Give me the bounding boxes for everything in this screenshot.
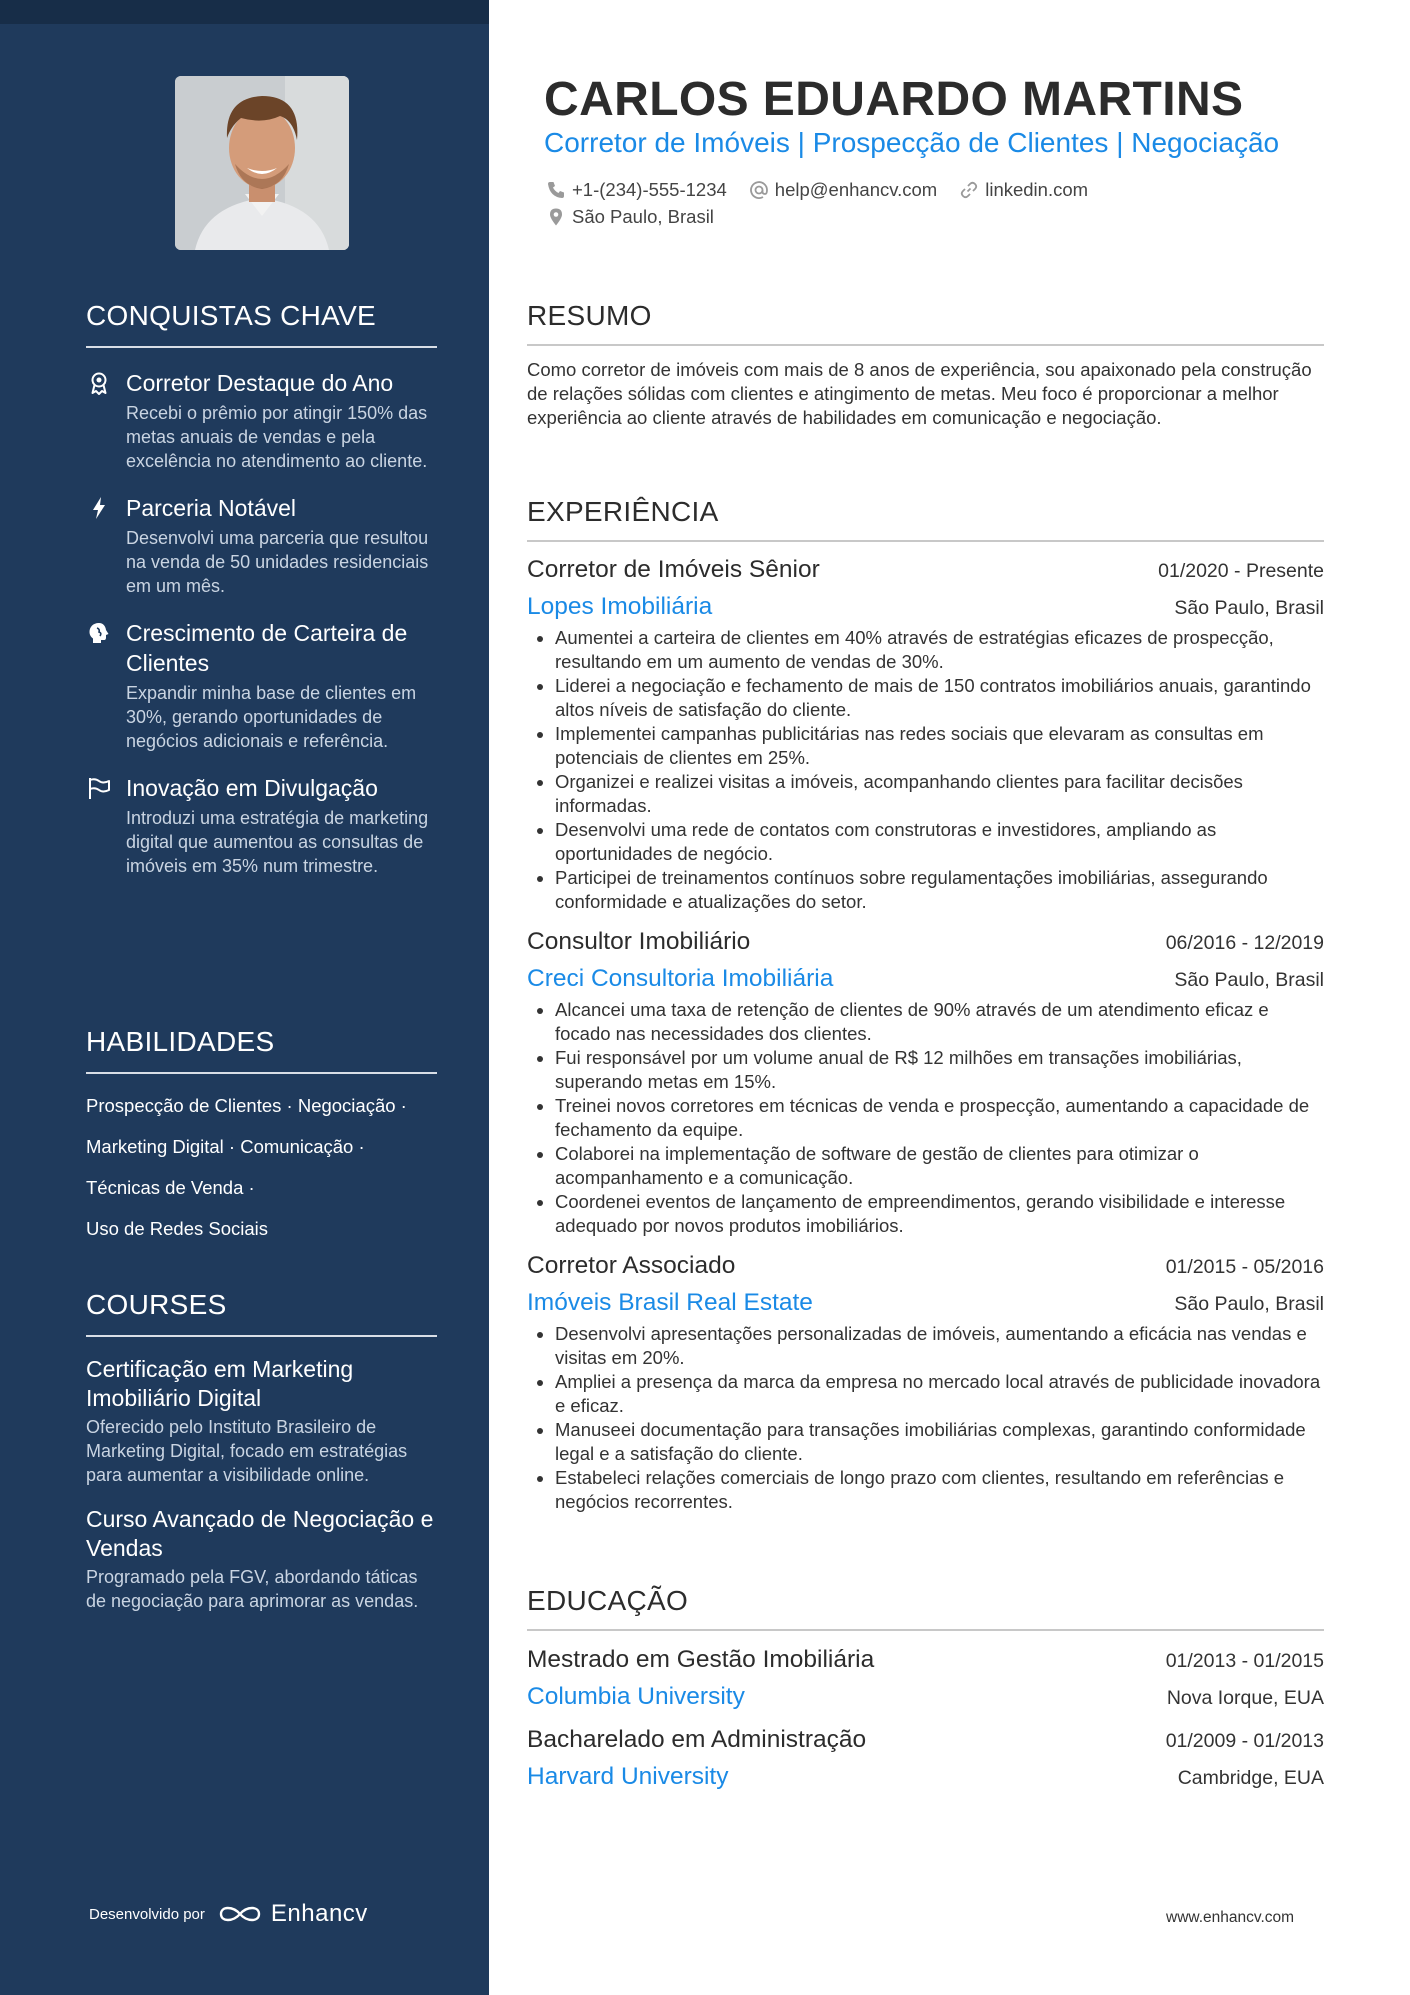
job-location: São Paulo, Brasil <box>1174 1293 1324 1315</box>
job-dates: 06/2016 - 12/2019 <box>1165 932 1324 954</box>
achievement-title: Inovação em Divulgação <box>126 775 378 801</box>
profile-photo <box>175 76 349 250</box>
job-bullet: • Alcancei uma taxa de retenção de clientes de 90% através de um atendimento eficaz e focado nas necessidades dos clientes. <box>555 998 1324 1046</box>
job-bullet: • Fui responsável por um volume anual de R$ 12 milhões em transações imobiliárias, superando metas em 15%. <box>555 1046 1324 1094</box>
course-description: Programado pela FGV, abordando táticas de negociação para aprimorar as vendas. <box>86 1567 419 1611</box>
achievement-title: Crescimento de Carteira de Clientes <box>126 620 408 676</box>
school-name: Harvard University <box>527 1763 729 1790</box>
job-bullet: • Manuseei documentação para transações imobiliárias complexas, garantindo conformidade legal e a satisfação do cliente. <box>555 1418 1324 1466</box>
flag-icon <box>86 775 112 801</box>
achievement-title: Corretor Destaque do Ano <box>126 370 394 396</box>
job-bullet: • Participei de treinamentos contínuos sobre regulamentações imobiliárias, assegurando conformidade e atualizações do setor. <box>555 866 1324 914</box>
sidebar-top-strip <box>0 0 489 24</box>
skill-line: Uso de Redes Sociais <box>86 1218 269 1239</box>
education-dates: 01/2009 - 01/2013 <box>1165 1730 1324 1752</box>
education-section <box>527 1585 1324 1791</box>
location-text: São Paulo, Brasil <box>572 205 714 227</box>
degree-title: Mestrado em Gestão Imobiliária <box>527 1646 875 1673</box>
job-entry <box>527 928 1324 1238</box>
sidebar-footer <box>89 1900 368 1928</box>
job-title: Corretor Associado <box>527 1252 736 1279</box>
job-company: Imóveis Brasil Real Estate <box>527 1289 813 1316</box>
job-bullet: • Ampliei a presença da marca da empresa no mercado local através de publicidade inovadora e eficaz. <box>555 1370 1324 1418</box>
courses-section <box>86 1289 437 1613</box>
course-title: Certificação em Marketing Imobiliário Digital <box>86 1356 354 1411</box>
sidebar <box>0 0 489 1995</box>
link-icon <box>959 180 979 200</box>
skill-line: Prospecção de Clientes · Negociação · <box>86 1095 407 1116</box>
achievements-section <box>86 300 437 878</box>
footer-url[interactable]: www.enhancv.com <box>1166 1909 1295 1926</box>
job-dates: 01/2020 - Presente <box>1158 560 1324 582</box>
award-icon <box>86 370 112 396</box>
courses-title: COURSES <box>86 1289 437 1337</box>
achievement-item <box>86 493 437 598</box>
job-bullets <box>527 1322 1324 1514</box>
skills-list <box>86 1094 437 1241</box>
summary-text: Como corretor de imóveis com mais de 8 anos de experiência, sou apaixonado pela construção de relações sólidas com clientes e atingimento de metas. Meu foco é proporcionar a melhor experiência ao cliente através de habilidades em comunicação e negociação. <box>527 359 1312 428</box>
course-title: Curso Avançado de Negociação e Vendas <box>86 1506 434 1561</box>
skills-title: HABILIDADES <box>86 1026 437 1074</box>
job-bullet: • Aumentei a carteira de clientes em 40% através de estratégias eficazes de prospecção, resultando em um aumento de vendas de 30%. <box>555 626 1324 674</box>
contact-info <box>546 176 1110 230</box>
school-location: Cambridge, EUA <box>1177 1767 1324 1789</box>
phone-icon <box>546 180 566 200</box>
enhancv-brand-text: Enhancv <box>270 1900 368 1927</box>
skill-line: Técnicas de Venda · <box>86 1177 255 1198</box>
candidate-name: CARLOS EDUARDO MARTINS <box>544 73 1244 126</box>
achievement-item <box>86 773 437 878</box>
education-entry <box>527 1646 1324 1711</box>
achievement-description: Recebi o prêmio por atingir 150% das metas anuais de vendas e pela excelência no atendimento ao cliente. <box>126 403 428 471</box>
achievement-item <box>86 368 437 473</box>
achievement-description: Desenvolvi uma parceria que resultou na venda de 50 unidades residenciais em um mês. <box>126 528 429 596</box>
skills-section <box>86 1026 437 1241</box>
education-title: EDUCAÇÃO <box>527 1585 1324 1631</box>
achievement-description: Expandir minha base de clientes em 30%, gerando oportunidades de negócios adicionais e referência. <box>126 683 417 751</box>
job-location: São Paulo, Brasil <box>1174 597 1324 619</box>
summary-title: RESUMO <box>527 300 1324 346</box>
phone-text: +1-(234)-555-1234 <box>572 178 727 200</box>
location-contact <box>546 206 714 228</box>
achievement-item <box>86 618 437 753</box>
summary-section <box>527 300 1324 430</box>
job-bullet: • Liderei a negociação e fechamento de mais de 150 contratos imobiliários anuais, garantindo altos níveis de satisfação do cliente. <box>555 674 1324 722</box>
achievement-description: Introduzi uma estratégia de marketing digital que aumentou as consultas de imóveis em 35% num trimestre. <box>126 808 429 876</box>
job-bullet: • Treinei novos corretores em técnicas de venda e prospecção, aumentando a capacidade de fechamento da equipe. <box>555 1094 1324 1142</box>
job-company: Lopes Imobiliária <box>527 593 713 620</box>
developed-by-label: Desenvolvido por <box>89 1905 205 1923</box>
degree-title: Bacharelado em Administração <box>527 1726 867 1753</box>
education-dates: 01/2013 - 01/2015 <box>1165 1650 1324 1672</box>
lightning-icon <box>86 495 112 521</box>
job-title: Consultor Imobiliário <box>527 928 751 955</box>
job-entry <box>527 1252 1324 1514</box>
skill-line: Marketing Digital · Comunicação · <box>86 1136 365 1157</box>
job-bullet: • Estabeleci relações comerciais de longo prazo com clientes, resultando em referências e negócios recorrentes. <box>555 1466 1324 1514</box>
job-bullet: • Desenvolvi apresentações personalizadas de imóveis, aumentando a eficácia nas vendas e visitas em 20%. <box>555 1322 1324 1370</box>
job-bullet: • Coordenei eventos de lançamento de empreendimentos, gerando visibilidade e interesse adequado por novos produtos imobiliários. <box>555 1190 1324 1238</box>
job-bullet: • Implementei campanhas publicitárias nas redes sociais que elevaram as consultas em potenciais de clientes em 25%. <box>555 722 1324 770</box>
job-dates: 01/2015 - 05/2016 <box>1165 1256 1324 1278</box>
course-description: Oferecido pelo Instituto Brasileiro de Marketing Digital, focado em estratégias para aumentar a visibilidade online. <box>86 1417 408 1485</box>
job-entry <box>527 556 1324 914</box>
school-name: Columbia University <box>527 1683 745 1710</box>
brain-icon <box>86 620 112 646</box>
job-bullet: • Colaborei na implementação de software de gestão de clientes para otimizar o acompanhamento e a comunicação. <box>555 1142 1324 1190</box>
achievement-title: Parceria Notável <box>126 495 297 521</box>
experience-title: EXPERIÊNCIA <box>527 496 1324 542</box>
job-title: Corretor de Imóveis Sênior <box>527 556 820 583</box>
achievements-title: CONQUISTAS CHAVE <box>86 300 437 348</box>
headline: Corretor de Imóveis | Prospecção de Clientes | Negociação <box>544 127 1280 158</box>
job-bullet: • Organizei e realizei visitas a imóveis, acompanhando clientes para facilitar decisões informadas. <box>555 770 1324 818</box>
course-item <box>86 1355 437 1487</box>
location-pin-icon <box>546 207 566 227</box>
enhancv-logo-icon <box>217 1902 263 1926</box>
job-bullet: • Desenvolvi uma rede de contatos com construtoras e investidores, ampliando as oportunidades de negócio. <box>555 818 1324 866</box>
at-icon <box>749 180 769 200</box>
linkedin-contact[interactable] <box>959 179 1088 201</box>
job-company: Creci Consultoria Imobiliária <box>527 965 834 992</box>
experience-section <box>527 496 1324 1514</box>
email-text: help@enhancv.com <box>774 178 938 200</box>
school-location: Nova Iorque, EUA <box>1166 1687 1324 1709</box>
linkedin-text: linkedin.com <box>985 178 1089 200</box>
job-location: São Paulo, Brasil <box>1174 969 1324 991</box>
phone-contact[interactable] <box>546 179 727 201</box>
job-bullets <box>527 626 1324 914</box>
course-item <box>86 1505 437 1613</box>
education-entry <box>527 1726 1324 1791</box>
job-bullets <box>527 998 1324 1238</box>
email-contact[interactable] <box>749 179 937 201</box>
